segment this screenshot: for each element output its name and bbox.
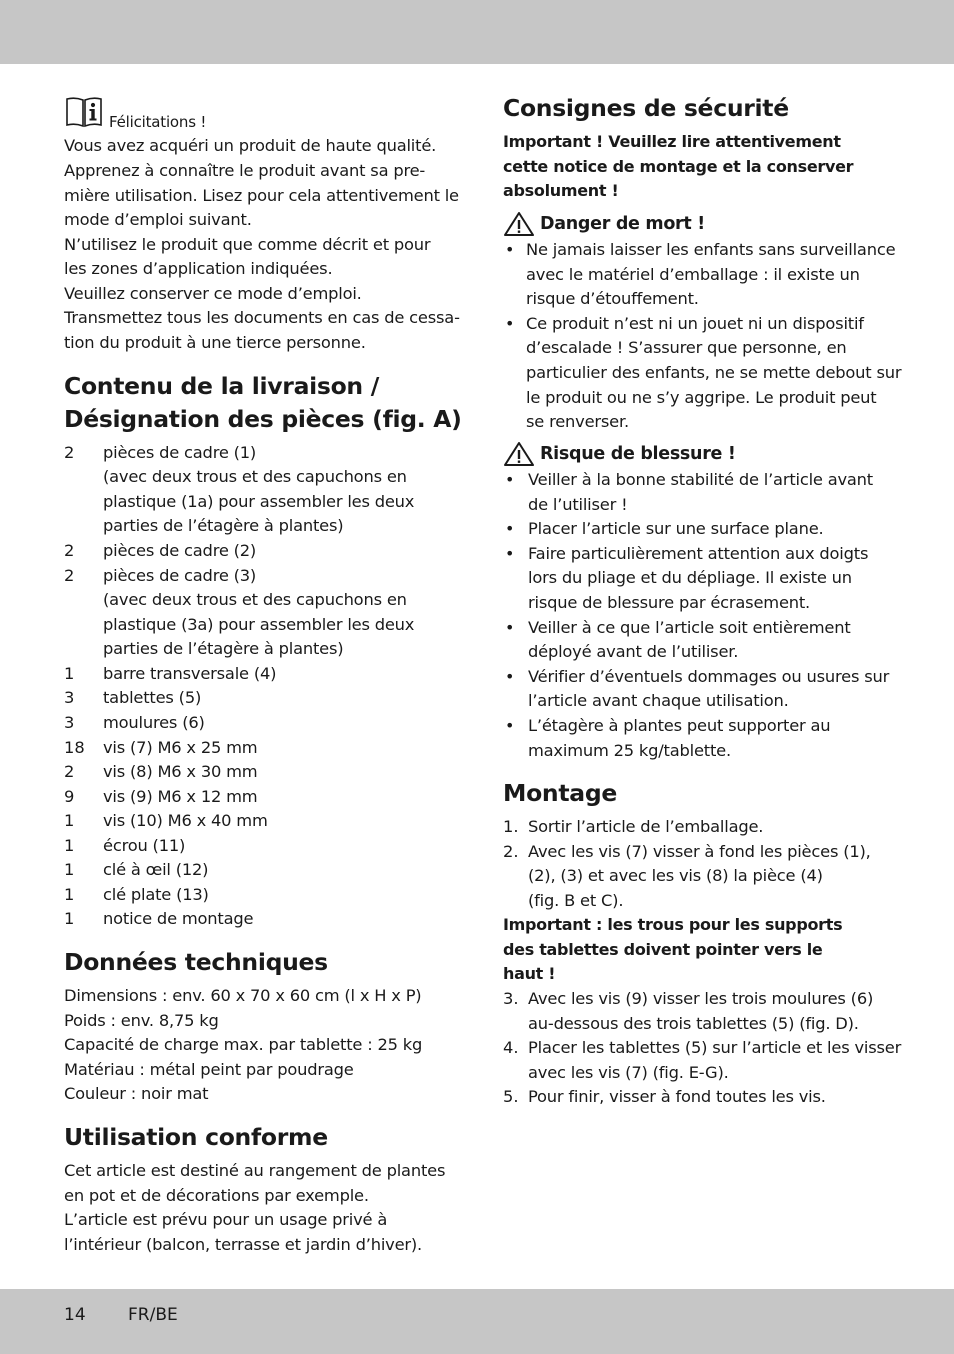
usage-line: en pot et de décorations par exemple. — [64, 1186, 369, 1205]
item-text: vis (8) M6 x 30 mm — [103, 762, 258, 781]
item-text: clé plate (13) — [103, 885, 209, 904]
bullet-text: particulier des enfants, ne se mette debout sur — [526, 363, 902, 382]
item-text: clé à œil (12) — [103, 860, 209, 879]
spec-line: Couleur : noir mat — [64, 1084, 209, 1103]
item-text: notice de montage — [103, 909, 254, 928]
bullet-text: l’article avant chaque utilisation. — [528, 691, 789, 710]
bullet-text: risque de blessure par écrasement. — [528, 593, 811, 612]
step-text: avec les vis (7) (fig. E-G). — [528, 1063, 729, 1082]
bullet-text: de l’utiliser ! — [528, 495, 628, 514]
spec-line: Poids : env. 8,75 kg — [64, 1011, 219, 1030]
step-text: (2), (3) et avec les vis (8) la pièce (4) — [528, 866, 823, 885]
important-line: cette notice de montage et la conserver — [503, 157, 854, 176]
bullet-text: déployé avant de l’utiliser. — [528, 642, 739, 661]
step-text: Placer les tablettes (5) sur l’article et les visser — [528, 1038, 902, 1057]
bullet-text: maximum 25 kg/tablette. — [528, 741, 731, 760]
item-text: parties de l’étagère à plantes) — [103, 639, 344, 658]
danger-title: Danger de mort ! — [540, 214, 705, 234]
bullet-text: d’escalade ! S’assurer que personne, en — [526, 338, 847, 357]
item-qty: 1 — [64, 909, 75, 928]
intro-line: Transmettez tous les documents en cas de cessa- — [64, 308, 460, 327]
important-line: Important ! Veuillez lire attentivement — [503, 132, 841, 151]
intro-line: Vous avez acquéri un produit de haute qualité. — [64, 136, 437, 155]
warning-triangle-icon — [503, 211, 535, 237]
item-qty: 1 — [64, 885, 75, 904]
item-qty: 18 — [64, 738, 85, 757]
item-text: vis (7) M6 x 25 mm — [103, 738, 258, 757]
item-text: pièces de cadre (1) — [103, 443, 257, 462]
bullet: • — [505, 314, 515, 333]
item-text: parties de l’étagère à plantes) — [103, 516, 344, 535]
item-text: plastique (1a) pour assembler les deux — [103, 492, 415, 511]
step-text: au-dessous des trois tablettes (5) (fig. D). — [528, 1014, 859, 1033]
intro-line: les zones d’application indiquées. — [64, 259, 333, 278]
spec-line: Capacité de charge max. par tablette : 25 kg — [64, 1035, 423, 1054]
bullet-text: Ne jamais laisser les enfants sans surveillance — [526, 240, 896, 259]
intro-title: Félicitations ! — [109, 113, 207, 131]
intro-line: Veuillez conserver ce mode d’emploi. — [64, 284, 362, 303]
usage-line: l’intérieur (balcon, terrasse et jardin d’hiver). — [64, 1235, 423, 1254]
warning-triangle-icon — [503, 441, 535, 467]
item-qty: 9 — [64, 787, 75, 806]
item-text: vis (10) M6 x 40 mm — [103, 811, 268, 830]
tech-heading: Données techniques — [64, 948, 328, 976]
injury-title: Risque de blessure ! — [540, 444, 736, 464]
intro-line: mode d’emploi suivant. — [64, 210, 252, 229]
important-line: absolument ! — [503, 181, 619, 200]
item-qty: 2 — [64, 566, 75, 585]
bullet: • — [505, 470, 515, 489]
item-text: écrou (11) — [103, 836, 186, 855]
item-text: barre transversale (4) — [103, 664, 277, 683]
bullet: • — [505, 544, 515, 563]
spec-line: Matériau : métal peint par poudrage — [64, 1060, 354, 1079]
item-text: vis (9) M6 x 12 mm — [103, 787, 258, 806]
bullet: • — [505, 618, 515, 637]
intro-line: mière utilisation. Lisez pour cela attentivement le — [64, 186, 459, 205]
header-band — [0, 0, 954, 64]
info-book-icon — [64, 96, 104, 128]
item-qty: 2 — [64, 443, 75, 462]
usage-heading: Utilisation conforme — [64, 1123, 328, 1151]
intro-line: tion du produit à une tierce personne. — [64, 333, 366, 352]
safety-heading: Consignes de sécurité — [503, 94, 789, 122]
bullet-text: Faire particulièrement attention aux doigts — [528, 544, 869, 563]
language-code: FR/BE — [128, 1305, 178, 1325]
important-line: haut ! — [503, 964, 556, 983]
bullet-text: avec le matériel d’emballage : il existe un — [526, 265, 860, 284]
bullet-text: Ce produit n’est ni un jouet ni un dispositif — [526, 314, 864, 333]
usage-line: L’article est prévu pour un usage privé à — [64, 1210, 388, 1229]
spec-line: Dimensions : env. 60 x 70 x 60 cm (l x H x P) — [64, 986, 422, 1005]
intro-line: Apprenez à connaître le produit avant sa pre- — [64, 161, 426, 180]
bullet-text: Vérifier d’éventuels dommages ou usures sur — [528, 667, 890, 686]
bullet: • — [505, 519, 515, 538]
item-text: (avec deux trous et des capuchons en — [103, 467, 407, 486]
item-qty: 3 — [64, 713, 75, 732]
bullet: • — [505, 240, 515, 259]
contents-heading: Désignation des pièces (fig. A) — [64, 405, 462, 433]
item-text: moulures (6) — [103, 713, 205, 732]
bullet-text: le produit ou ne s’y aggripe. Le produit peut — [526, 388, 877, 407]
assembly-heading: Montage — [503, 779, 618, 807]
step-number: 1. — [503, 817, 519, 836]
step-number: 2. — [503, 842, 519, 861]
step-text: (fig. B et C). — [528, 891, 624, 910]
step-number: 5. — [503, 1087, 519, 1106]
item-qty: 1 — [64, 860, 75, 879]
step-text: Pour finir, visser à fond toutes les vis. — [528, 1087, 826, 1106]
step-text: Sortir l’article de l’emballage. — [528, 817, 764, 836]
item-text: plastique (3a) pour assembler les deux — [103, 615, 415, 634]
step-text: Avec les vis (9) visser les trois moulures (6) — [528, 989, 874, 1008]
item-text: pièces de cadre (3) — [103, 566, 257, 585]
bullet-text: lors du pliage et du dépliage. Il existe un — [528, 568, 852, 587]
step-text: Avec les vis (7) visser à fond les pièces (1), — [528, 842, 871, 861]
step-number: 3. — [503, 989, 519, 1008]
contents-heading: Contenu de la livraison / — [64, 372, 380, 400]
usage-line: Cet article est destiné au rangement de plantes — [64, 1161, 446, 1180]
item-qty: 2 — [64, 541, 75, 560]
bullet: • — [505, 716, 515, 735]
item-text: tablettes (5) — [103, 688, 202, 707]
bullet-text: Veiller à ce que l’article soit entièrement — [528, 618, 851, 637]
item-qty: 1 — [64, 664, 75, 683]
item-text: (avec deux trous et des capuchons en — [103, 590, 407, 609]
intro-line: N’utilisez le produit que comme décrit et pour — [64, 235, 431, 254]
bullet-text: L’étagère à plantes peut supporter au — [528, 716, 831, 735]
important-line: des tablettes doivent pointer vers le — [503, 940, 823, 959]
item-qty: 1 — [64, 811, 75, 830]
bullet-text: Veiller à la bonne stabilité de l’article avant — [528, 470, 873, 489]
important-line: Important : les trous pour les supports — [503, 915, 843, 934]
item-qty: 2 — [64, 762, 75, 781]
bullet-text: se renverser. — [526, 412, 629, 431]
page-number: 14 — [64, 1305, 86, 1325]
item-qty: 3 — [64, 688, 75, 707]
step-number: 4. — [503, 1038, 519, 1057]
bullet: • — [505, 667, 515, 686]
item-qty: 1 — [64, 836, 75, 855]
item-text: pièces de cadre (2) — [103, 541, 257, 560]
bullet-text: Placer l’article sur une surface plane. — [528, 519, 824, 538]
bullet-text: risque d’étouffement. — [526, 289, 699, 308]
